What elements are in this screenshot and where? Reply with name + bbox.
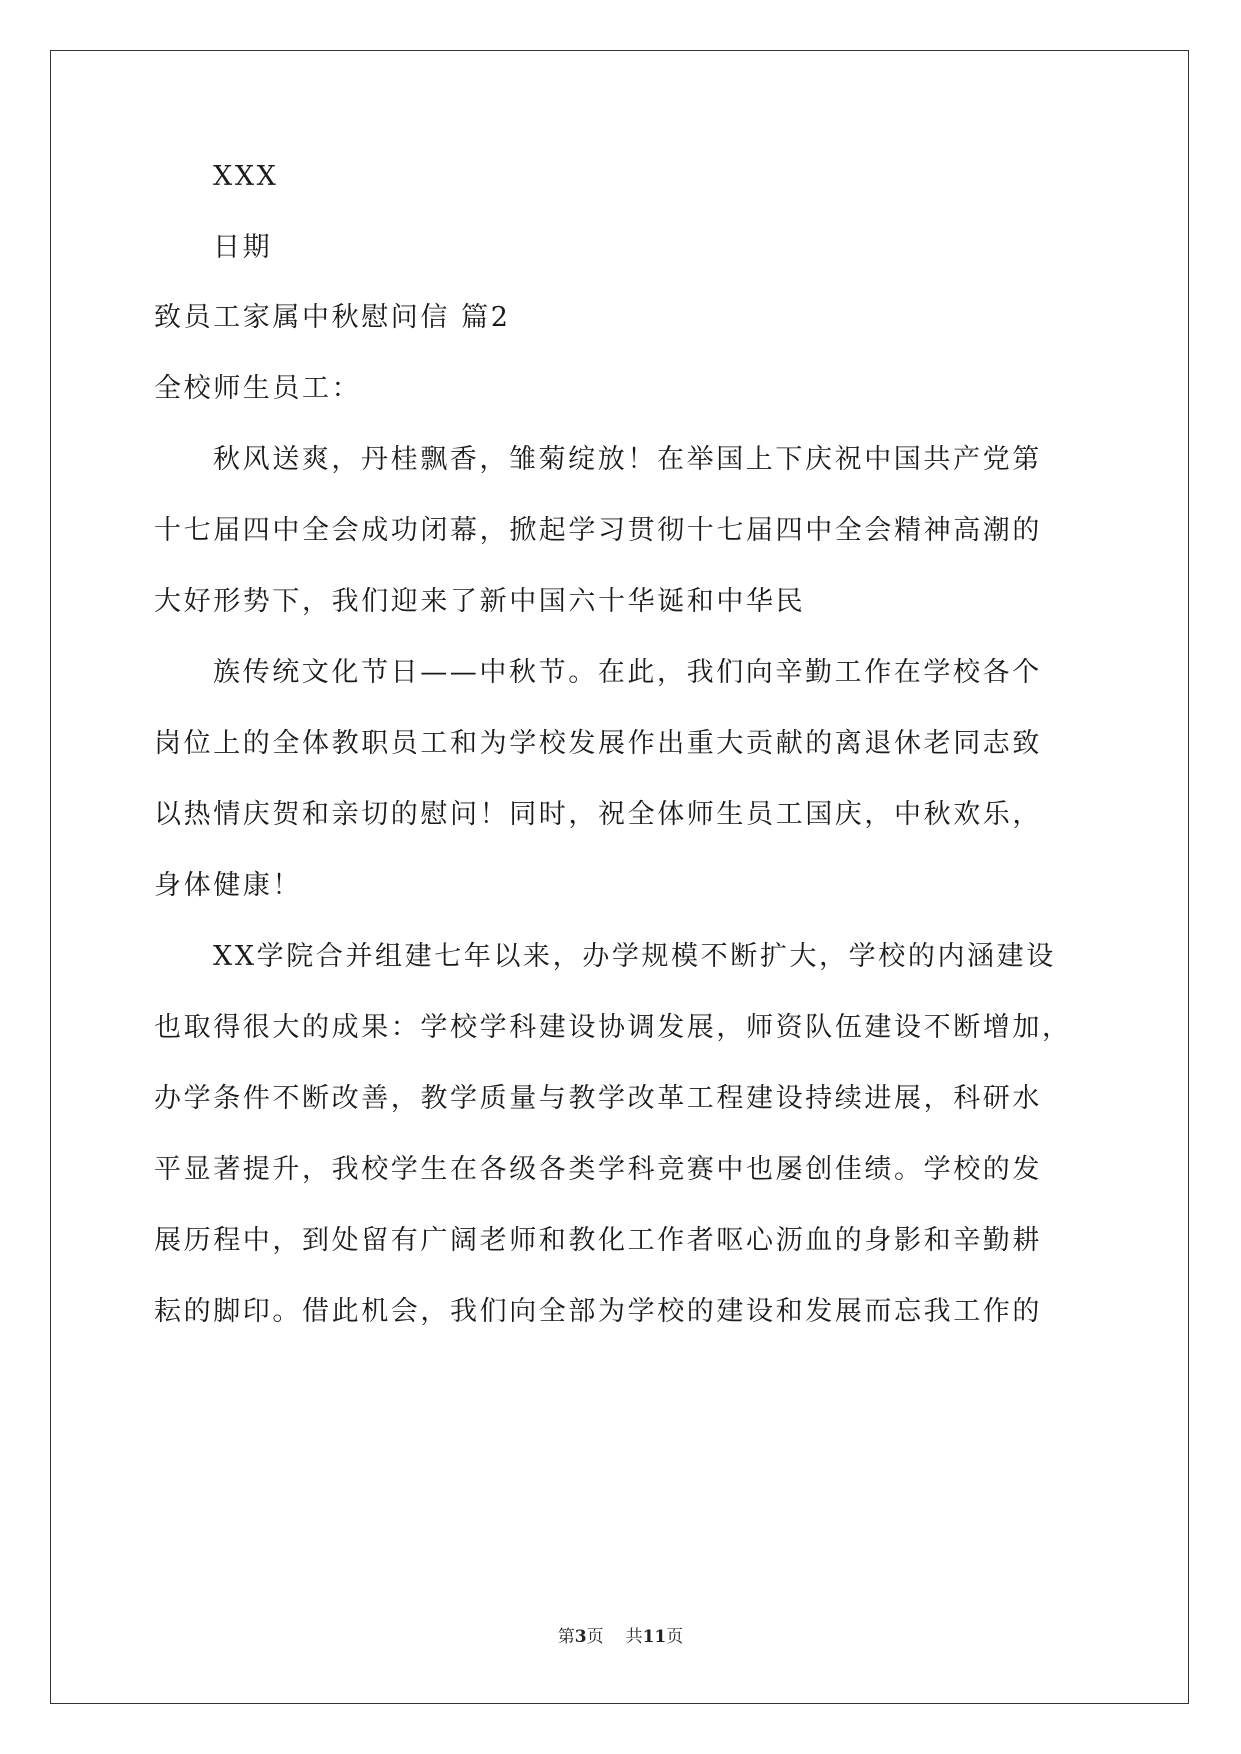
body-line: 十七届四中全会成功闭幕，掀起学习贯彻十七届四中全会精神高潮的 — [154, 515, 1042, 546]
total-prefix: 共 — [625, 1627, 643, 1647]
total-pages: 11 — [642, 1627, 667, 1647]
body-line: 展历程中，到处留有广阔老师和教化工作者呕心沥血的身影和辛勤耕 — [154, 1225, 1042, 1256]
body-line: 族传统文化节日——中秋节。在此，我们向辛勤工作在学校各个 — [213, 657, 1042, 688]
page-prefix: 第 — [557, 1627, 575, 1647]
body-line: XX学院合并组建七年以来，办学规模不断扩大，学校的内涵建设 — [213, 941, 1056, 972]
body-line: 以热情庆贺和亲切的慰问！同时，祝全体师生员工国庆，中秋欢乐， — [154, 799, 1042, 830]
body-line: 耘的脚印。借此机会，我们向全部为学校的建设和发展而忘我工作的 — [154, 1296, 1042, 1327]
body-line: 秋风送爽，丹桂飘香，雏菊绽放！在举国上下庆祝中国共产党第 — [213, 444, 1042, 475]
total-suffix: 页 — [666, 1627, 684, 1647]
section-title: 致员工家属中秋慰问信 篇2 — [154, 302, 511, 333]
body-line: 身体健康！ — [154, 870, 302, 901]
body-line: 岗位上的全体教职员工和为学校发展作出重大贡献的离退休老同志致 — [154, 728, 1042, 759]
body-line: 也取得很大的成果：学校学科建设协调发展，师资队伍建设不断增加， — [154, 1012, 1072, 1043]
page-number: 3 — [574, 1627, 587, 1647]
signature-name: XXX — [213, 161, 279, 192]
page-footer — [0, 1626, 1241, 1648]
body-line: 平显著提升，我校学生在各级各类学科竞赛中也屡创佳绩。学校的发 — [154, 1154, 1042, 1185]
body-line: 大好形势下，我们迎来了新中国六十华诞和中华民 — [154, 586, 806, 617]
signature-date: 日期 — [213, 232, 273, 263]
salutation: 全校师生员工： — [154, 373, 362, 404]
page-suffix: 页 — [586, 1627, 604, 1647]
body-line: 办学条件不断改善，教学质量与教学改革工程建设持续进展，科研水 — [154, 1083, 1042, 1114]
